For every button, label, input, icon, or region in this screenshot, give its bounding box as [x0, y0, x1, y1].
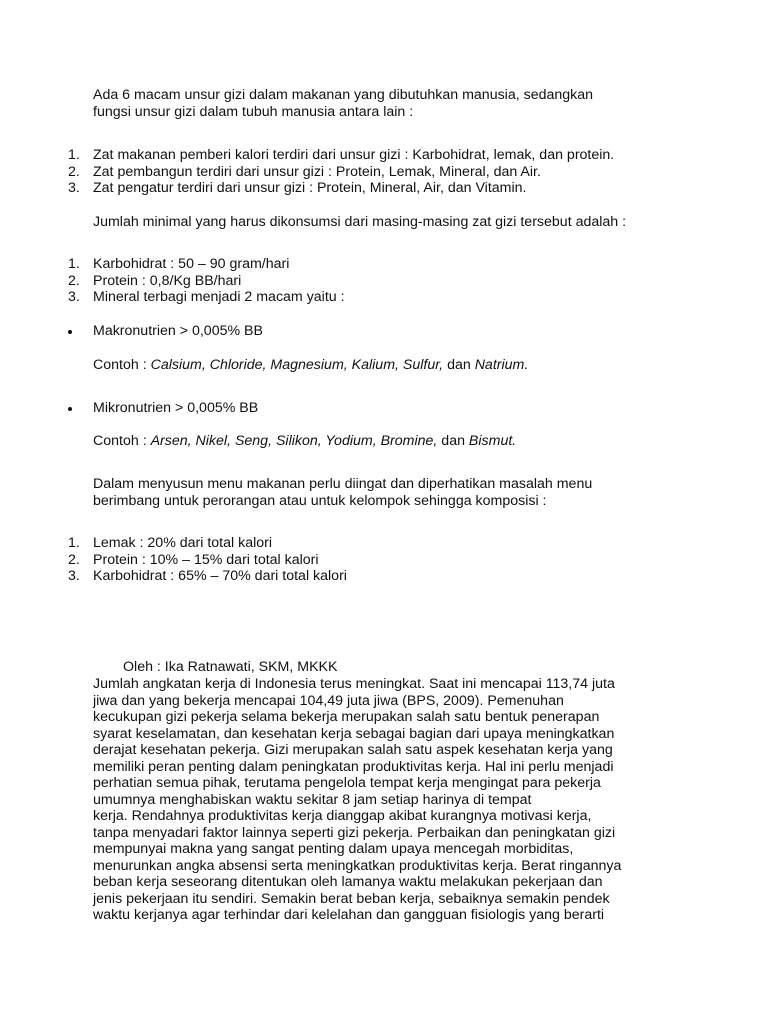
bullet-icon — [68, 330, 72, 334]
list-number: 2. — [68, 551, 80, 568]
article-line: syarat keselamatan, dan kesehatan kerja sebagai bagian dari upaya meningkatkan — [93, 725, 615, 742]
article-line: derajat kesehatan pekerja. Gizi merupakan salah satu aspek kesehatan kerja yang — [93, 742, 613, 758]
article-line: waktu kerjanya agar terhindar dari kelelahan dan gangguan fisiologis yang berarti — [93, 907, 605, 923]
nutrient-function-list — [68, 147, 718, 197]
article-line: memiliki peran penting dalam peningkatan produktivitas kerja. Hal ini perlu menjadi — [93, 758, 614, 775]
author-line: Oleh : Ika Ratnawati, SKM, MKKK — [123, 659, 338, 675]
list-item — [68, 256, 718, 273]
list-number: 3. — [68, 289, 80, 306]
example-items: Calsium, Chloride, Magnesium, Kalium, Sulfur, — [150, 357, 444, 373]
makronutrien-example — [93, 357, 713, 374]
menu-intro-paragraph — [93, 476, 693, 510]
list-item-text: Protein : 0,8/Kg BB/hari — [93, 272, 242, 289]
article-line: tanpa menyadari faktor lainnya seperti gizi pekerja. Perbaikan dan peningkatan gizi — [93, 824, 616, 841]
list-item-text: Protein : 10% – 15% dari total kalori — [93, 551, 319, 568]
list-item — [68, 164, 718, 181]
intro-paragraph — [93, 87, 693, 121]
list-item — [68, 568, 718, 585]
intro-line: Ada 6 macam unsur gizi dalam makanan yang dibutuhkan manusia, sedangkan — [93, 87, 594, 103]
minimum-intro: Jumlah minimal yang harus dikonsumsi dari masing-masing zat gizi tersebut adalah : — [93, 214, 627, 230]
menu-intro-line: Dalam menyusun menu makanan perlu diingat dan diperhatikan masalah menu — [93, 476, 593, 492]
list-item — [68, 180, 718, 197]
article-line: beban kerja seseorang ditentukan oleh lamanya waktu melakukan pekerjaan dan — [93, 874, 603, 890]
example-prefix: Contoh : — [93, 357, 151, 373]
list-item — [68, 289, 718, 306]
list-item — [68, 535, 718, 552]
article-body — [93, 676, 678, 924]
example-prefix: Contoh : — [93, 433, 151, 449]
makronutrien-label: Makronutrien > 0,005% BB — [93, 323, 263, 339]
minimum-intake-list — [68, 256, 718, 306]
list-item-text: Zat pembangun terdiri dari unsur gizi : Protein, Lemak, Mineral, dan Air. — [93, 163, 541, 180]
list-number: 1. — [68, 147, 80, 163]
mikronutrien-example — [93, 433, 713, 450]
menu-intro-line: berimbang untuk perorangan atau untuk kelompok sehingga komposisi : — [93, 493, 547, 509]
list-item-text: Karbohidrat : 50 – 90 gram/hari — [93, 256, 290, 272]
list-item-text: Karbohidrat : 65% – 70% dari total kalori — [93, 568, 347, 585]
list-number: 2. — [68, 163, 80, 180]
article-line: perhatian semua pihak, terutama pengelola tempat kerja mengingat para pekerja — [93, 775, 601, 791]
article-line: menurunkan angka absensi serta meningkatkan produktivitas kerja. Berat ringannya — [93, 857, 622, 874]
list-item — [68, 552, 718, 569]
article-line: umumnya menghabiskan waktu sekitar 8 jam setiap harinya di tempat — [93, 791, 532, 808]
list-item — [68, 273, 718, 290]
intro-line: fungsi unsur gizi dalam tubuh manusia antara lain : — [93, 104, 414, 120]
list-item-text: Lemak : 20% dari total kalori — [93, 535, 273, 551]
list-item-text: Zat makanan pemberi kalori terdiri dari unsur gizi : Karbohidrat, lemak, dan protein. — [93, 147, 615, 163]
list-item — [68, 147, 718, 164]
list-number: 3. — [68, 568, 80, 585]
example-last: Bismut. — [468, 433, 517, 449]
bullet-icon — [68, 407, 72, 411]
article-line: kecukupan gizi pekerja selama bekerja merupakan salah satu bentuk penerapan — [93, 709, 600, 725]
example-and: dan — [443, 357, 475, 373]
list-number: 3. — [68, 180, 80, 197]
article-line: jenis pekerjaan itu sendiri. Semakin berat beban kerja, sebaiknya semakin pendek — [93, 890, 610, 907]
example-last: Natrium. — [474, 357, 529, 373]
list-number: 2. — [68, 272, 80, 289]
article-line: kerja. Rendahnya produktivitas kerja dianggap akibat kurangnya motivasi kerja, — [93, 808, 592, 824]
mikronutrien-label: Mikronutrien > 0,005% BB — [93, 400, 259, 416]
list-number: 1. — [68, 535, 80, 551]
list-item-text: Mineral terbagi menjadi 2 macam yaitu : — [93, 289, 345, 306]
list-number: 1. — [68, 256, 80, 272]
article-line: Jumlah angkatan kerja di Indonesia terus meningkat. Saat ini mencapai 113,74 juta — [93, 676, 615, 692]
list-item-text: Zat pengatur terdiri dari unsur gizi : Protein, Mineral, Air, dan Vitamin. — [93, 180, 527, 197]
article-line: mempunyai makna yang sangat penting dalam upaya mencegah morbiditas, — [93, 841, 574, 857]
menu-composition-list — [68, 535, 718, 585]
article-line: jiwa dan yang bekerja mencapai 104,49 juta jiwa (BPS, 2009). Pemenuhan — [93, 692, 564, 709]
example-and: dan — [437, 433, 469, 449]
example-items: Arsen, Nikel, Seng, Silikon, Yodium, Bromine, — [150, 433, 438, 449]
